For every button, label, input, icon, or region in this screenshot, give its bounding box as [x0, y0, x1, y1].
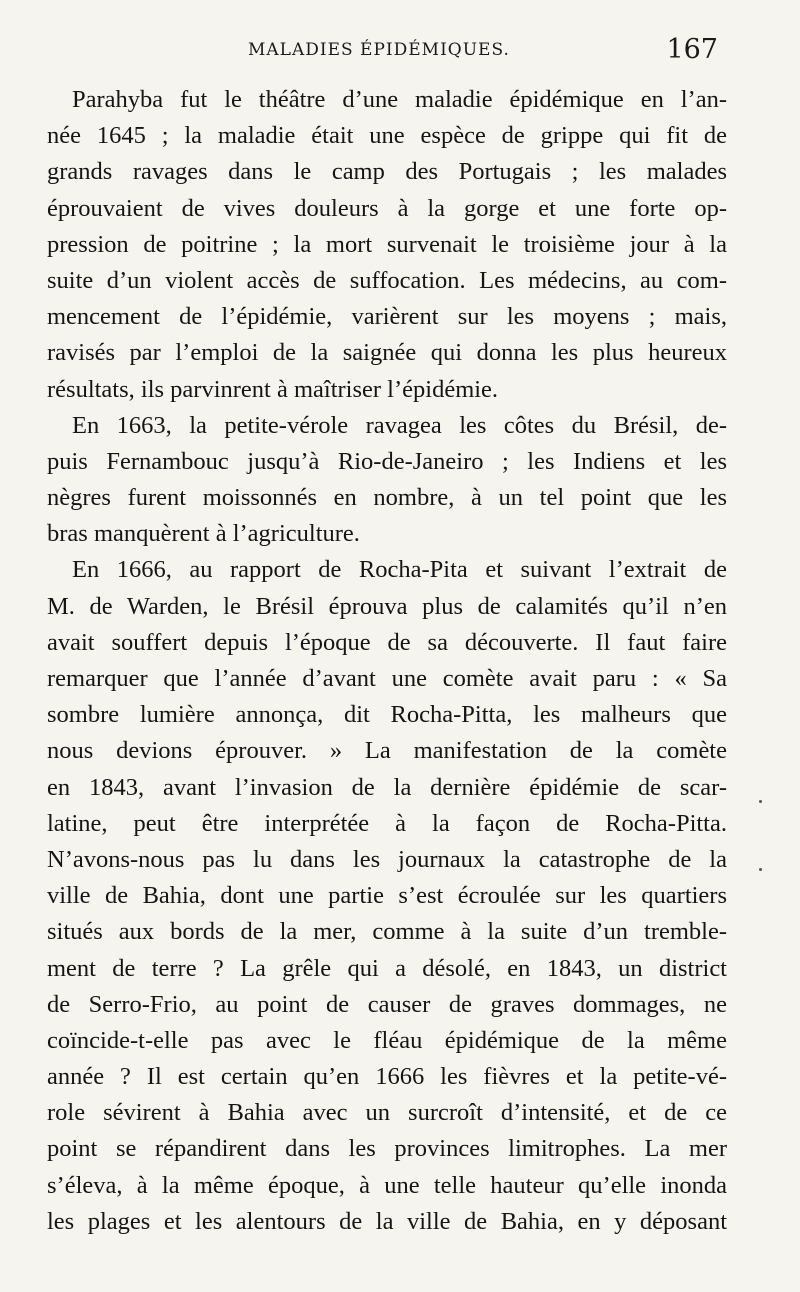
text-line: pression de poitrine ; la mort survenait le troisième jour à la [47, 230, 727, 258]
text-line: latine, peut être interprétée à la façon de Rocha-Pitta. [47, 809, 727, 837]
text-line: coïncide-t-elle pas avec le fléau épidémique de la même [47, 1026, 727, 1054]
print-speck [759, 800, 762, 803]
text-line: suite d’un violent accès de suffocation. Les médecins, au com- [47, 266, 727, 294]
running-title: MALADIES ÉPIDÉMIQUES. [248, 40, 510, 60]
text-line: en 1843, avant l’invasion de la dernière épidémie de scar- [47, 773, 727, 801]
body-text [47, 82, 727, 1240]
text-line: ment de terre ? La grêle qui a désolé, en 1843, un district [47, 954, 727, 982]
print-speck [759, 868, 762, 871]
text-line: avait souffert depuis l’époque de sa découverte. Il faut faire [47, 628, 727, 656]
text-line: M. de Warden, le Brésil éprouva plus de calamités qu’il n’en [47, 592, 727, 620]
page-header [0, 30, 800, 70]
text-line: point se répandirent dans les provinces limitrophes. La mer [47, 1135, 727, 1163]
text-line: les plages et les alentours de la ville de Bahia, en y déposant [47, 1207, 727, 1235]
text-line: puis Fernambouc jusqu’à Rio-de-Janeiro ; les Indiens et les [47, 447, 727, 475]
text-line: née 1645 ; la maladie était une espèce de grippe qui fit de [47, 122, 727, 150]
text-line: nous devions éprouver. » La manifestation de la comète [47, 737, 727, 765]
text-line: N’avons-nous pas lu dans les journaux la catastrophe de la [47, 845, 727, 873]
text-line: de Serro-Frio, au point de causer de graves dommages, ne [47, 990, 727, 1018]
text-line: éprouvaient de vives douleurs à la gorge et une forte op- [47, 194, 727, 222]
text-line: résultats, ils parvinrent à maîtriser l’épidémie. [47, 375, 499, 403]
text-line: En 1663, la petite-vérole ravagea les côtes du Brésil, de- [72, 411, 727, 439]
page-number: 167 [666, 34, 718, 65]
text-line: situés aux bords de la mer, comme à la suite d’un tremble- [47, 918, 727, 946]
text-line: sombre lumière annonça, dit Rocha-Pitta, les malheurs que [47, 701, 727, 729]
text-line: ville de Bahia, dont une partie s’est écroulée sur les quartiers [47, 882, 727, 910]
text-line: Parahyba fut le théâtre d’une maladie épidémique en l’an- [72, 86, 727, 113]
text-line: role sévirent à Bahia avec un surcroît d’intensité, et de ce [47, 1099, 727, 1127]
text-line: nègres furent moissonnés en nombre, à un tel point que les [47, 484, 727, 512]
text-line: bras manquèrent à l’agriculture. [47, 520, 360, 548]
text-line: grands ravages dans le camp des Portugais ; les malades [47, 158, 727, 186]
text-line: En 1666, au rapport de Rocha-Pita et suivant l’extrait de [72, 556, 727, 584]
text-line: s’éleva, à la même époque, à une telle hauteur qu’elle inonda [47, 1171, 727, 1199]
text-line: mencement de l’épidémie, varièrent sur les moyens ; mais, [47, 303, 727, 331]
text-line: année ? Il est certain qu’en 1666 les fièvres et la petite-vé- [47, 1063, 727, 1091]
text-line: ravisés par l’emploi de la saignée qui donna les plus heureux [47, 339, 727, 367]
text-line: remarquer que l’année d’avant une comète avait paru : « Sa [47, 665, 727, 692]
